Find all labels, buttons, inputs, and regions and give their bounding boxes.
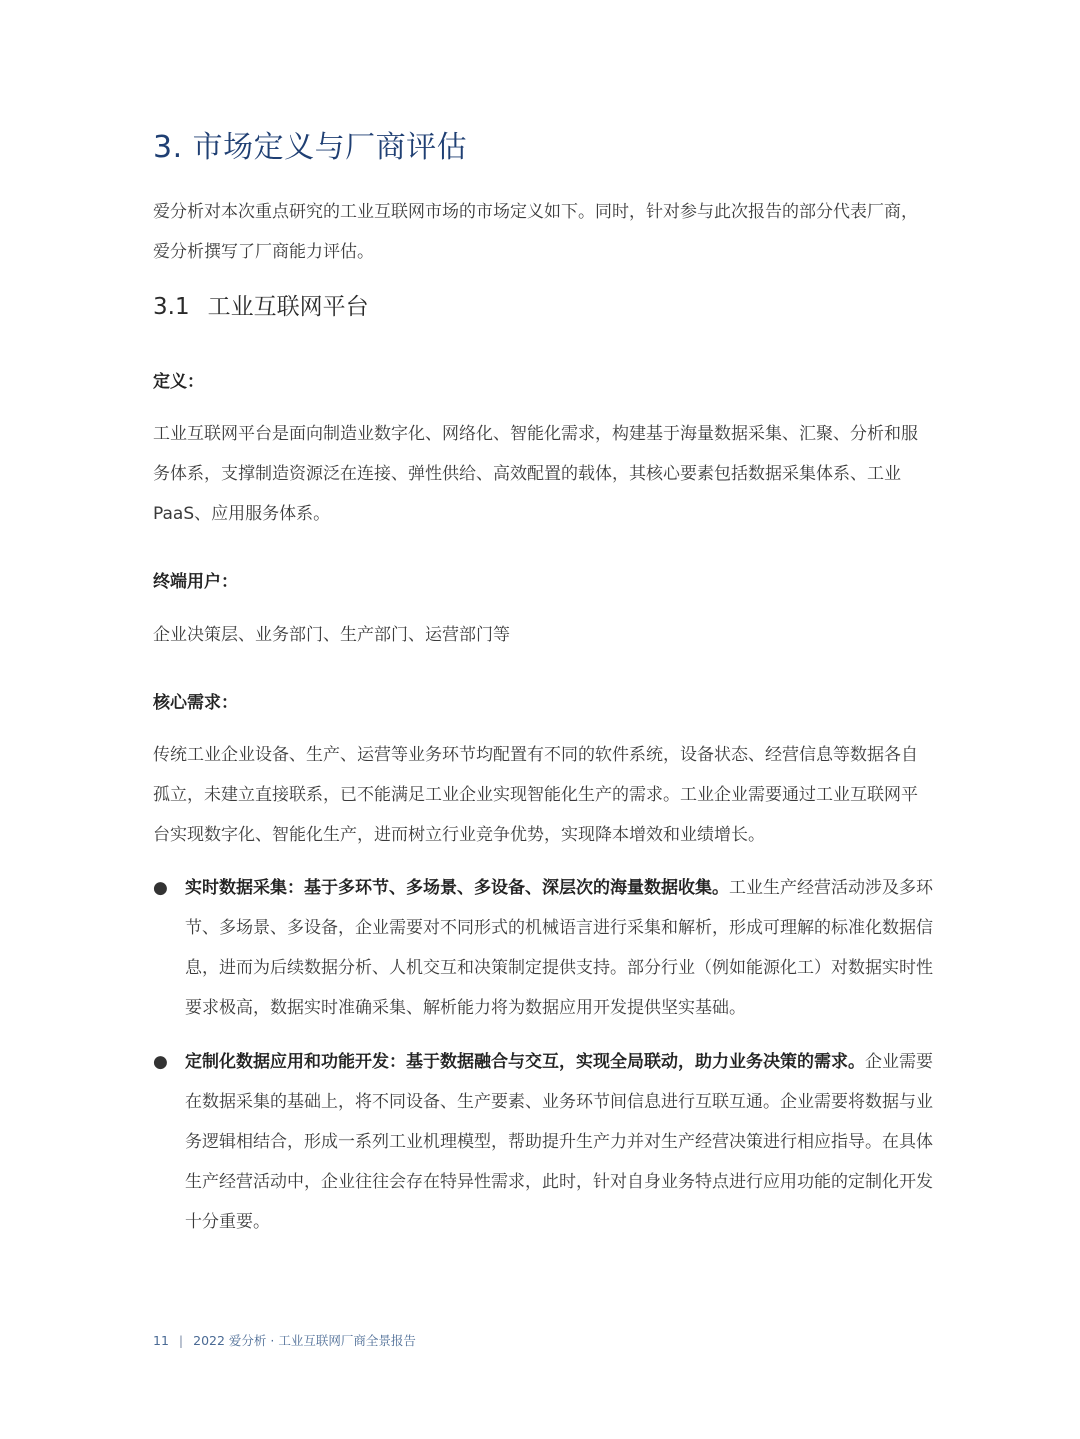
core-needs-text: 传统工业企业设备、生产、运营等业务环节均配置有不同的软件系统，设备状态、经营信息等数据各自孤立，未建立直接联系，已不能满足工业企业实现智能化生产的需求。工业企业需要通过工业互联网平台实现数字化、智能化生产，进而树立行业竞争优势，实现降本增效和业绩增长。: [153, 745, 918, 845]
definition-label: 定义：: [153, 372, 204, 392]
bullet-dot: ●: [153, 1052, 168, 1072]
list-item-heading: 实时数据采集：基于多环节、多场景、多设备、深层次的海量数据收集。: [185, 878, 729, 898]
footer-separator: |: [178, 1333, 184, 1348]
report-title: 2022 爱分析 · 工业互联网厂商全景报告: [193, 1333, 416, 1348]
list-item-body: 工业生产经营活动涉及多环节、多场景、多设备，企业需要对不同形式的机械语言进行采集和解析，形成可理解的标准化数据信息，进而为后续数据分析、人机交互和决策制定提供支持。部分行业（例如能源化工）对数据实时性要求极高，数据实时准确采集、解析能力将为数据应用开发提供坚实基础。: [185, 878, 933, 1018]
list-item-text: [185, 868, 933, 1028]
section-intro: 爱分析对本次重点研究的工业互联网市场的市场定义如下。同时，针对参与此次报告的部分代表厂商，爱分析撰写了厂商能力评估。: [153, 202, 918, 262]
subsection-number: 3.1: [153, 294, 190, 320]
list-item-body: 企业需要在数据采集的基础上，将不同设备、生产要素、业务环节间信息进行互联互通。企业需要将数据与业务逻辑相结合，形成一系列工业机理模型，帮助提升生产力并对生产经营决策进行相应指导。在具体生产经营活动中，企业往往会存在特异性需求，此时，针对自身业务特点进行应用功能的定制化开发十分重要。: [185, 1052, 933, 1232]
definition-text: 工业互联网平台是面向制造业数字化、网络化、智能化需求，构建基于海量数据采集、汇聚、分析和服务体系，支撑制造资源泛在连接、弹性供给、高效配置的载体，其核心要素包括数据采集体系、工业 PaaS、应用服务体系。: [153, 424, 918, 524]
core-needs-label: 核心需求：: [153, 693, 238, 713]
subsection-heading: [153, 290, 369, 324]
subsection-title: 工业互联网平台: [207, 294, 369, 320]
section-title: 3. 市场定义与厂商评估: [153, 130, 468, 165]
list-item-heading: 定制化数据应用和功能开发：基于数据融合与交互，实现全局联动，助力业务决策的需求。: [185, 1052, 865, 1072]
list-item-text: [185, 1042, 933, 1242]
end-users-label: 终端用户：: [153, 572, 238, 592]
end-users-text: 企业决策层、业务部门、生产部门、运营部门等: [153, 625, 510, 645]
page-footer: [153, 1331, 416, 1351]
bullet-dot: ●: [153, 878, 168, 898]
page-number: 11: [153, 1333, 169, 1348]
